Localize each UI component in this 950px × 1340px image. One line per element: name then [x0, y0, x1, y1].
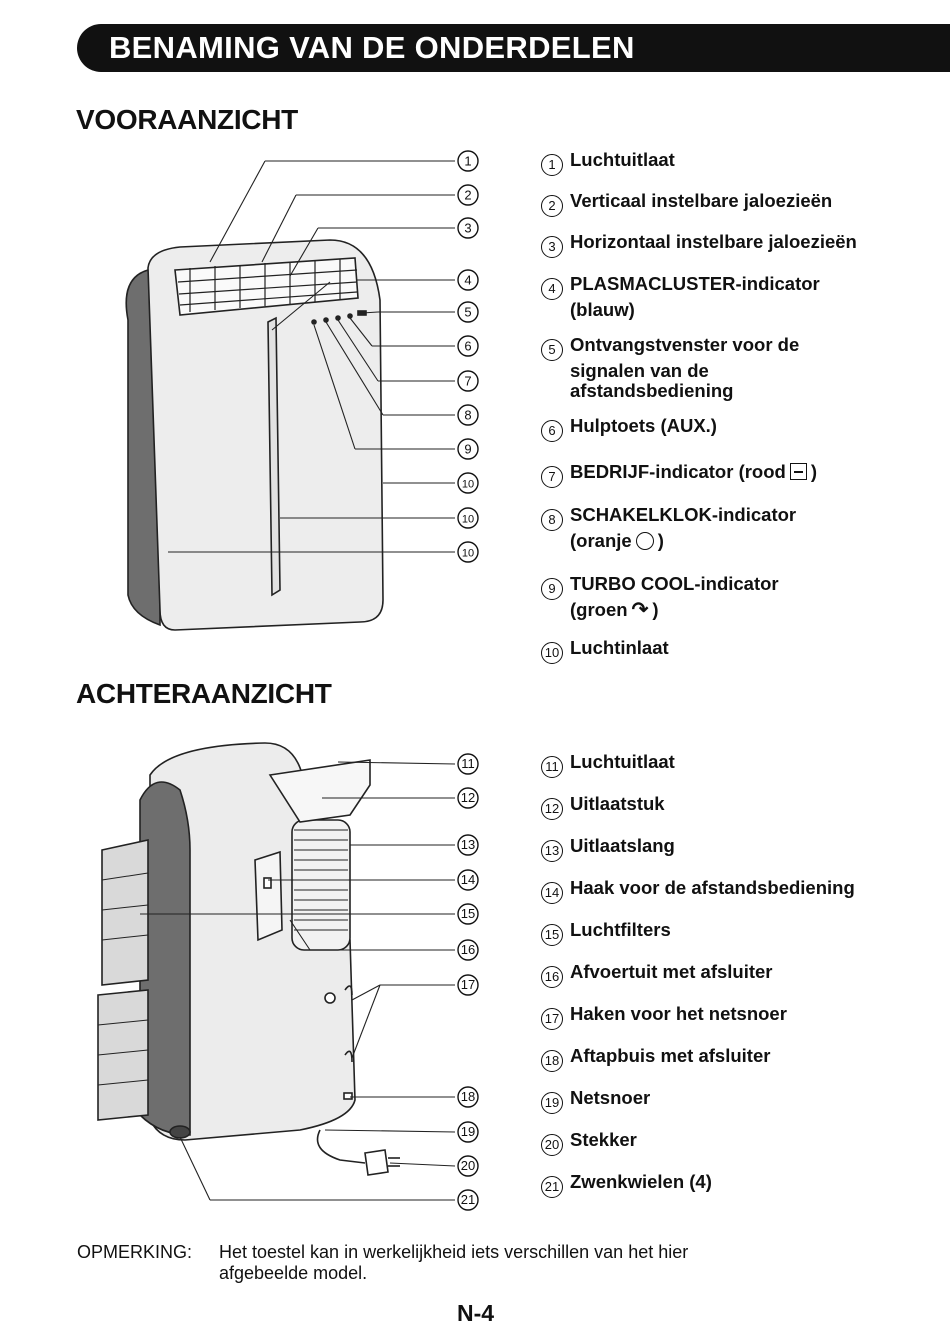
legend-item: 7 BEDRIJF-indicator (rood ): [541, 462, 817, 488]
svg-text:5: 5: [464, 304, 472, 320]
note-text-line1: Het toestel kan in werkelijkheid iets verschillen van het hier: [219, 1242, 689, 1262]
front-view-heading: VOORAANZICHT: [76, 104, 298, 135]
svg-text:16: 16: [460, 942, 476, 957]
svg-text:10: 10: [461, 478, 475, 491]
svg-text:14: 14: [460, 872, 476, 887]
legend-item: 10 Luchtinlaat: [541, 638, 669, 664]
callout-18: [458, 1087, 478, 1107]
svg-text:3: 3: [464, 220, 472, 236]
legend-item: 4 PLASMACLUSTER-indicator (blauw): [541, 274, 820, 320]
callout-4: [458, 270, 478, 290]
svg-text:20: 20: [460, 1158, 476, 1173]
svg-text:18: 18: [460, 1089, 476, 1104]
legend-item: 6 Hulptoets (AUX.): [541, 416, 717, 442]
legend-item: 16 Afvoertuit met afsluiter: [541, 962, 773, 988]
note-label: OPMERKING:: [77, 1242, 193, 1262]
legend-item: 14 Haak voor de afstandsbediening: [541, 878, 855, 904]
svg-text:17: 17: [460, 977, 476, 992]
svg-text:2: 2: [464, 187, 472, 203]
callout-9: [458, 439, 478, 459]
front-view-illustration: [126, 161, 455, 630]
callout-21: [458, 1190, 478, 1210]
callout-17: [458, 975, 478, 995]
callout-11: [458, 754, 478, 774]
callout-20: [458, 1156, 478, 1176]
legend-item: 2 Verticaal instelbare jaloezieën: [541, 191, 832, 217]
svg-text:13: 13: [460, 837, 476, 852]
legend-item: 19 Netsnoer: [541, 1088, 650, 1114]
clock-icon: [636, 532, 654, 550]
legend-item: 9 TURBO COOL-indicator (groen ↷ ): [541, 574, 779, 620]
svg-text:21: 21: [460, 1192, 476, 1207]
svg-text:6: 6: [464, 338, 472, 354]
svg-text:15: 15: [460, 906, 476, 921]
legend-item: 8 SCHAKELKLOK-indicator (oranje ): [541, 505, 796, 551]
legend-item: 5 Ontvangstvenster voor de signalen van de afstandsbediening: [541, 335, 799, 401]
front-callout-markers: [458, 151, 478, 562]
page-number: N-4: [457, 1300, 495, 1326]
turbo-icon: ↷: [631, 599, 649, 621]
note: [77, 1242, 688, 1284]
legend-item: 13 Uitlaatslang: [541, 836, 675, 862]
callout-16: [458, 940, 478, 960]
callout-1: [458, 151, 478, 171]
legend-item: 17 Haken voor het netsnoer: [541, 1004, 787, 1030]
svg-text:7: 7: [464, 373, 472, 389]
operation-key-icon: [790, 463, 807, 480]
svg-text:8: 8: [464, 407, 472, 423]
svg-text:1: 1: [464, 153, 472, 169]
callout-2: [458, 185, 478, 205]
svg-text:9: 9: [464, 441, 472, 457]
legend-item: 12 Uitlaatstuk: [541, 794, 665, 820]
callout-12: [458, 788, 478, 808]
svg-text:10: 10: [461, 547, 475, 560]
legend-item: 18 Aftapbuis met afsluiter: [541, 1046, 770, 1072]
note-text-line2: afgebeelde model.: [219, 1263, 368, 1283]
callout-6: [458, 336, 478, 356]
legend-item: 21 Zwenkwielen (4): [541, 1172, 712, 1198]
legend-item: 11 Luchtuitlaat: [541, 752, 675, 778]
callout-19: [458, 1122, 478, 1142]
callout-15: [458, 904, 478, 924]
callout-10b: [458, 508, 478, 528]
rear-callout-markers: [458, 754, 478, 1210]
svg-text:10: 10: [461, 513, 475, 526]
callout-10c: [458, 542, 478, 562]
callout-13: [458, 835, 478, 855]
svg-text:12: 12: [460, 790, 476, 805]
legend-item: 1 Luchtuitlaat: [541, 150, 675, 176]
rear-view-illustration: [98, 743, 455, 1200]
page-title: BENAMING VAN DE ONDERDELEN: [109, 30, 635, 65]
callout-7: [458, 371, 478, 391]
callout-3: [458, 218, 478, 238]
callout-5: [458, 302, 478, 322]
callout-14: [458, 870, 478, 890]
callout-10a: [458, 473, 478, 493]
legend-item: 20 Stekker: [541, 1130, 637, 1156]
rear-view-heading: ACHTERAANZICHT: [76, 678, 332, 709]
svg-text:19: 19: [460, 1124, 476, 1139]
legend-item: 3 Horizontaal instelbare jaloezieën: [541, 232, 857, 258]
callout-8: [458, 405, 478, 425]
svg-text:4: 4: [464, 272, 472, 288]
svg-text:11: 11: [461, 756, 475, 771]
legend-item: 15 Luchtfilters: [541, 920, 671, 946]
